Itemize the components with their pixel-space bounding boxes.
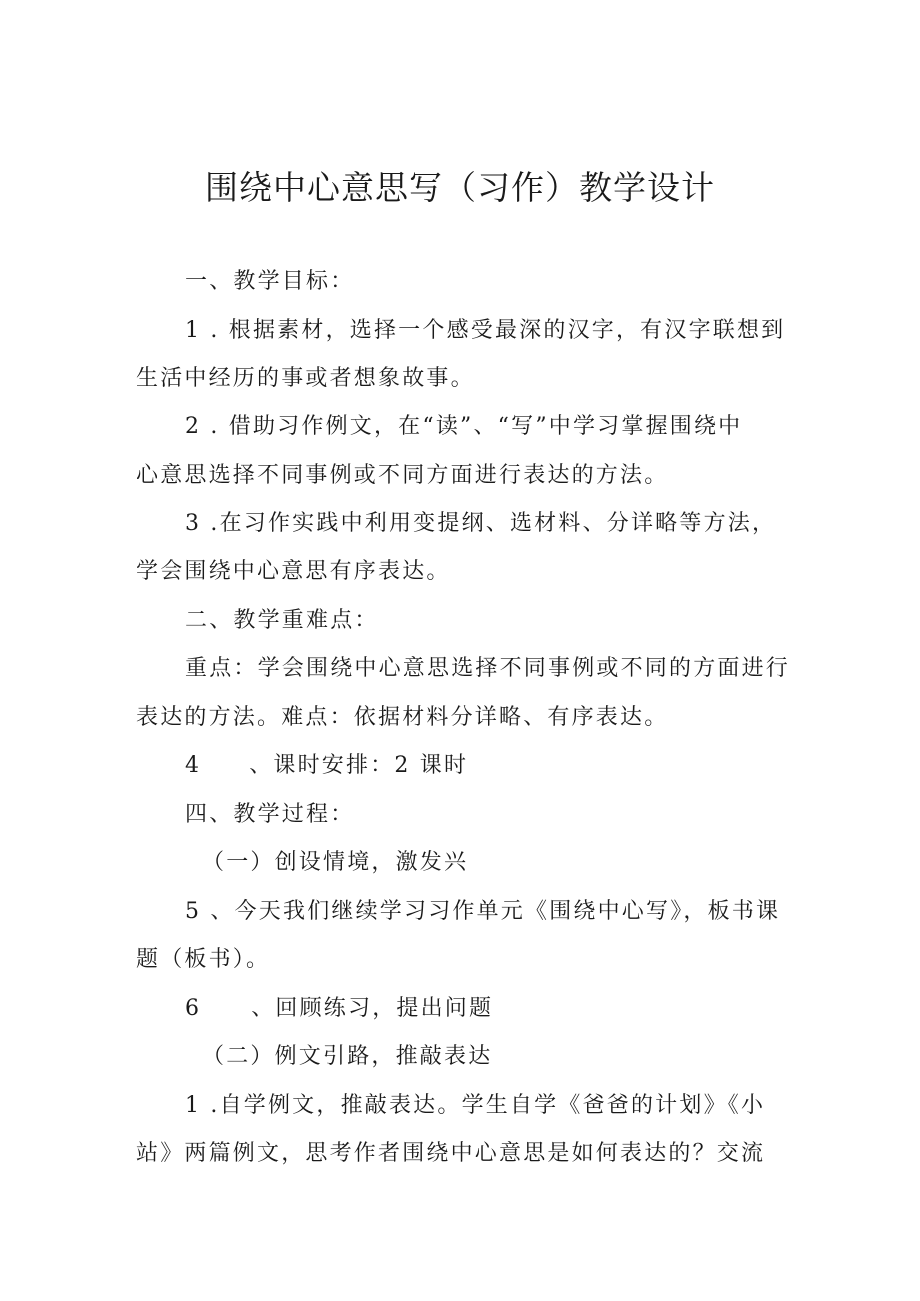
- section-heading-process: 四、教学过程：: [185, 802, 355, 827]
- paragraph-line: 3 .在习作实践中利用变提纲、选材料、分详略等方法，: [185, 511, 777, 536]
- subsection-heading: （一）创设情境，激发兴: [202, 850, 469, 875]
- paragraph-line-schedule: [185, 751, 468, 781]
- paragraph-line: 生活中经历的事或者想象故事。: [136, 366, 475, 391]
- paragraph-line: 表达的方法。难点：依据材料分详略、有序表达。: [136, 705, 669, 730]
- paragraph-line: 心意思选择不同事例或不同方面进行表达的方法。: [136, 463, 669, 488]
- paragraph-line: 1 . 根据素材，选择一个感受最深的汉字，有汉字联想到: [185, 318, 786, 343]
- paragraph-line: 2 . 借助习作例文，在“读”、“写”中学习掌握围绕中: [185, 414, 743, 439]
- subsection-heading: （二）例文引路，推敲表达: [202, 1044, 493, 1069]
- list-number: 6: [185, 996, 202, 1021]
- paragraph-line: 1 .自学例文，推敲表达。学生自学《爸爸的计划》《小: [185, 1093, 766, 1118]
- section-heading-key-points: 二、教学重难点：: [185, 608, 379, 633]
- document-title: 围绕中心意思写（习作）教学设计: [205, 168, 715, 207]
- paragraph-line: 重点：学会围绕中心意思选择不同事例或不同的方面进行: [185, 656, 791, 681]
- schedule-text: 、课时安排：2 课时: [249, 753, 469, 778]
- review-text: 、回顾练习，提出问题: [251, 996, 494, 1021]
- paragraph-line: 站》两篇例文，思考作者围绕中心意思是如何表达的？交流: [136, 1141, 766, 1166]
- paragraph-line: 题（板书）。: [136, 947, 271, 972]
- section-heading-objectives: 一、教学目标：: [185, 269, 355, 294]
- paragraph-line-review: [185, 994, 493, 1024]
- list-number: 4: [185, 753, 202, 778]
- paragraph-line: 5 、今天我们继续学习习作单元《围绕中心写》，板书课: [185, 899, 781, 924]
- paragraph-line: 学会围绕中心意思有序表达。: [136, 559, 451, 584]
